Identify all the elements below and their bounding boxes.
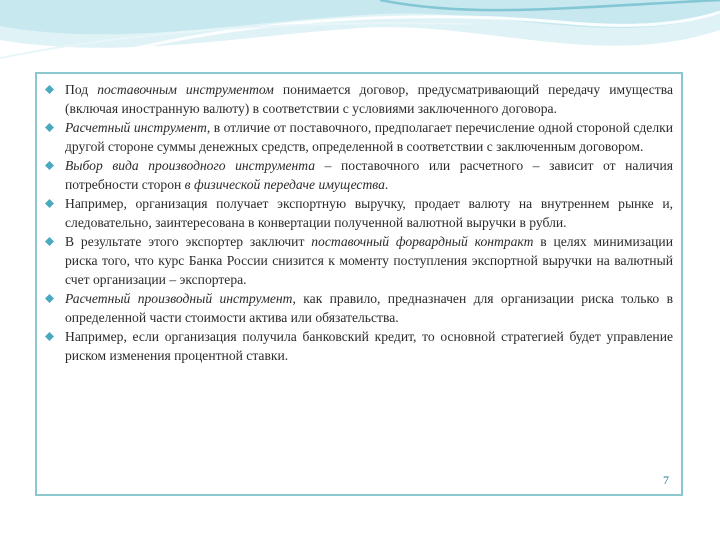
page-number: 7	[663, 473, 669, 487]
bullet-item	[51, 289, 673, 327]
bullet-list	[51, 80, 673, 365]
bullet-text: , как правило, предназначен для организации риска только в определенной части стоимости актива или обязательства.	[65, 291, 673, 325]
bullet-text: понимается договор, предусматривающий передачу имущества (включая иностранную валюту) в соответствии с условиями заключенного договора.	[65, 82, 673, 116]
italic-term: Выбор вида производного инструмента	[65, 158, 316, 173]
bullet-item	[51, 156, 673, 194]
bullet-diamond-icon	[45, 199, 54, 208]
bullet-item	[51, 80, 673, 118]
bullet-item	[51, 232, 673, 289]
bullet-text: , в отличие от поставочного, предполагает перечисление одной стороной сделки другой стороне суммы денежных средств, определенной в соответствии с заключенным договором.	[65, 120, 674, 154]
bullet-text: Например, организация получает экспортную выручку, продает валюту на внутреннем рынке и, следовательно, заинтересована в конвертации полученной валютной выручки в рубли.	[65, 196, 673, 230]
bullet-text: – поставочного или расчетного – зависит от наличия потребности сторон	[65, 158, 673, 192]
bullet-diamond-icon	[45, 161, 54, 170]
bullet-diamond-icon	[45, 332, 54, 341]
bullet-diamond-icon	[45, 237, 54, 246]
bullet-diamond-icon	[45, 294, 54, 303]
italic-term: в физической передаче имущества	[184, 177, 385, 192]
bullet-item	[51, 118, 673, 156]
italic-term: поставочный форвардный контракт	[311, 234, 534, 249]
bullet-text: Например, если организация получила банковский кредит, то основной стратегией будет управление риском изменения процентной ставки.	[65, 329, 673, 363]
bullet-text: Под	[65, 82, 98, 97]
bullet-item	[51, 194, 673, 232]
bullet-text: В результате этого экспортер заключит	[65, 234, 312, 249]
italic-term: Расчетный производный инструмент	[65, 291, 293, 306]
bullet-text: в целях минимизации риска того, что курс Банка России снизится к моменту поступления экспортной выручки на валютный счет организации – экспортера.	[65, 234, 673, 287]
bullet-text: .	[384, 177, 389, 192]
italic-term: поставочным инструментом	[97, 82, 274, 97]
bullet-item	[51, 327, 673, 365]
content-frame	[35, 72, 683, 496]
bullet-diamond-icon	[45, 85, 54, 94]
italic-term: Расчетный инструмент	[65, 120, 207, 135]
bullet-diamond-icon	[45, 123, 54, 132]
